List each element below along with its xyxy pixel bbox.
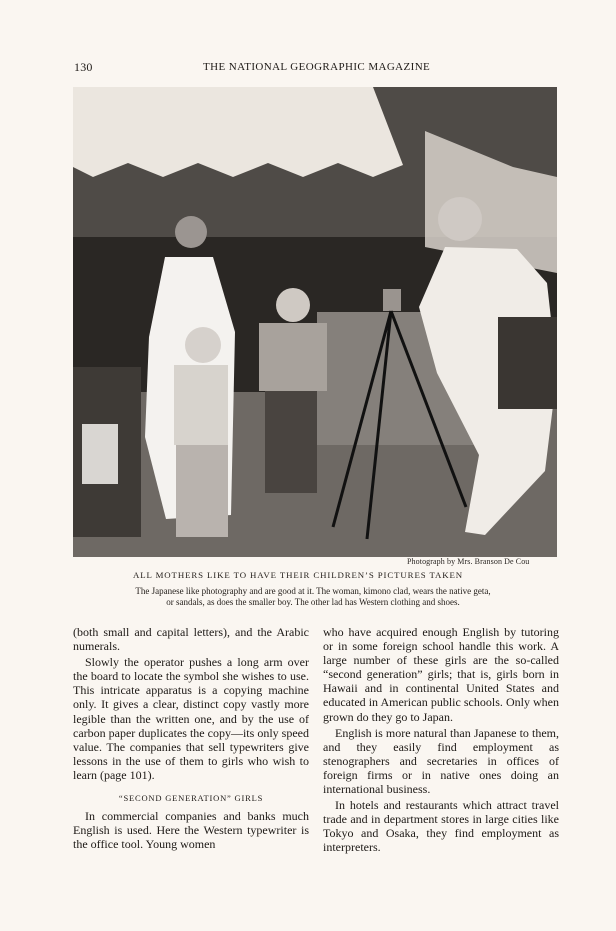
caption-body — [83, 586, 543, 608]
photographer-head — [438, 197, 482, 241]
caption-title: ALL MOTHERS LIKE TO HAVE THEIR CHILDREN’S PICTURES TAKEN — [133, 570, 464, 580]
sidewalk-sign — [82, 424, 118, 484]
shop-awning — [73, 87, 403, 177]
left-paragraph-3: In commercial companies and banks much English is used. Here the Western typewriter is the office tool. Young women — [73, 809, 309, 852]
left-paragraph-2: Slowly the operator pushes a long arm over the board to locate the symbol she wishes to use. This intricate apparatus is a copying machine only. It gives a clear, distinct copy vastly more legible than the written one, and by the use of carbon paper duplicates the copy—its only speed value. The companies that sell typewriters give lessons in the use of them to girls who wish to learn (page 101). — [73, 655, 309, 782]
older-boy-sweater — [259, 323, 327, 391]
camera-box — [383, 289, 401, 311]
photo-credit: Photograph by Mrs. Branson De Cou — [407, 557, 530, 566]
right-paragraph-3: In hotels and restaurants which attract travel trade and in department stores in large cities like Tokyo and Osaka, they find employment as interpreters. — [323, 798, 559, 855]
small-boy-head — [185, 327, 221, 363]
photo-illustration — [73, 87, 557, 557]
section-heading: “SECOND GENERATION” GIRLS — [118, 793, 264, 804]
article-column-left — [73, 625, 309, 853]
woman-head — [175, 216, 207, 248]
photographer-shadow — [498, 317, 557, 409]
caption-line-2: or sandals, as does the smaller boy. The other lad has Western clothing and shoes. — [166, 597, 460, 607]
small-boy-coat — [174, 365, 228, 445]
older-boy-trousers — [265, 391, 317, 493]
older-boy-head — [276, 288, 310, 322]
running-header: THE NATIONAL GEOGRAPHIC MAGAZINE — [203, 61, 431, 73]
article-column-right — [323, 625, 559, 857]
left-paragraph-1: (both small and capital letters), and the Arabic numerals. — [73, 625, 309, 654]
right-paragraph-1: who have acquired enough English by tutoring or in some foreign school handle this work. A large number of these girls are the so-called “second generation” girls; that is, girls born in Hawaii and in continental United States and educated in American public schools. Only when grown do they go to Japan. — [323, 625, 559, 724]
right-paragraph-2: English is more natural than Japanese to them, and they easily find employment as stenographers and secretaries in offices of foreign firms or in native ones doing an international business. — [323, 725, 559, 797]
page-number: 130 — [74, 60, 93, 74]
caption-line-1: The Japanese like photography and are good at it. The woman, kimono clad, wears the native geta, — [135, 586, 491, 596]
small-boy-trousers — [176, 445, 228, 537]
street-photo — [73, 87, 557, 557]
